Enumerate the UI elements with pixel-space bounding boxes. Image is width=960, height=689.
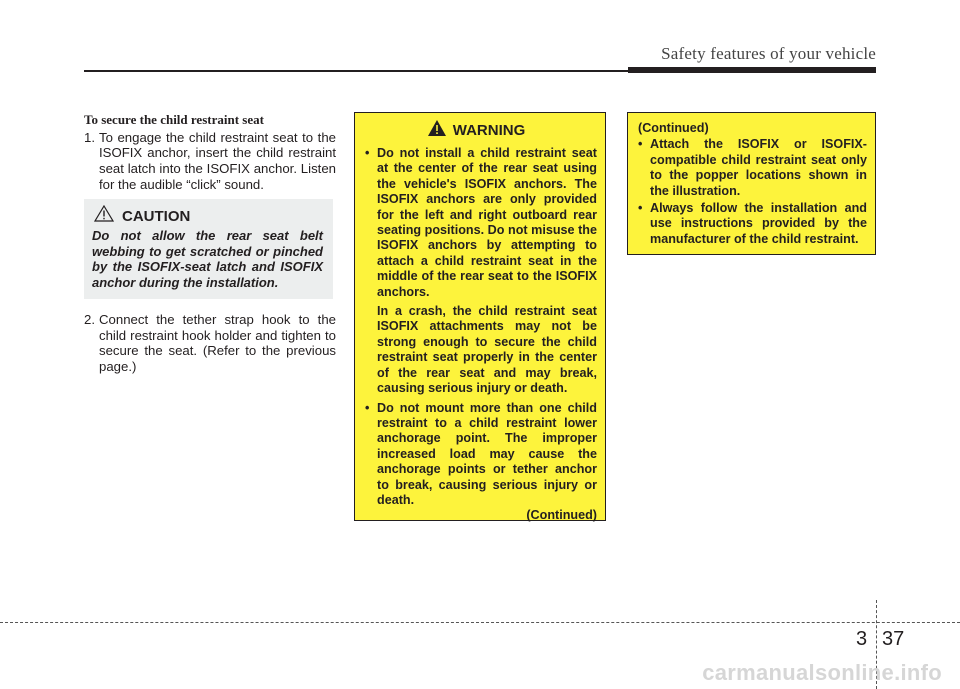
watermark: carmanualsonline.info [702, 660, 942, 685]
warning-triangle-filled-icon [427, 119, 447, 142]
instructions-heading: To secure the child restraint seat [84, 112, 264, 127]
continued-warning-box [627, 112, 876, 255]
caution-header [94, 205, 323, 227]
warning-title: WARNING [452, 122, 526, 139]
warning-item-1-paragraph: In a crash, the child restraint seat ISOFIX attachments may not be strong enough to secure the child restraint seat properly in the center of the rear seat and may break, causing serious injury or death. [377, 304, 597, 396]
caution-box [84, 199, 333, 299]
warning-box [354, 112, 606, 521]
warning-continued: (Continued) [526, 508, 597, 523]
continued-item-1 [638, 137, 867, 199]
step-2-text: Connect the tether strap hook to the child restraint hook holder and tighten to secure the seat. (Refer to the previous page.) [99, 312, 336, 375]
continued-list [638, 137, 867, 247]
caution-text: Do not allow the rear seat belt webbing to get scratched or pinched by the ISOFIX-seat latch and ISOFIX anchor during the installation. [92, 228, 323, 290]
header-rule-accent [628, 67, 876, 73]
chapter-number: 3 [856, 628, 868, 650]
bullet-icon: • [365, 146, 370, 160]
step-2 [84, 312, 336, 375]
bullet-icon: • [638, 201, 643, 216]
instructions-step-2 [84, 312, 336, 375]
section-title: Safety features of your vehicle [661, 44, 876, 63]
warning-item-2 [365, 401, 597, 509]
warning-item-1 [365, 146, 597, 300]
warning-list [365, 146, 597, 300]
step-2-number: 2. [84, 312, 95, 327]
warning-item-1-text: Do not install a child restraint seat at the center of the rear seat using the vehicle's ISOFIX anchors. The ISOFIX anchors are only provided for the left and right outboard rear seating positions. Do not misuse the ISOFIX anchors by attempting to attach a child restraint seat in the middle of the rear seat to the ISOFIX anchors. [377, 146, 597, 299]
bullet-icon: • [365, 400, 370, 415]
bullet-icon: • [638, 137, 643, 152]
warning-item-2-text: Do not mount more than one child restraint to a child restraint lower anchorage point. The improper increased load may cause the anchorage points or tether anchor to break, causing serious injury or death. [377, 400, 597, 507]
footer-divider [0, 622, 960, 623]
caution-title: CAUTION [122, 207, 191, 225]
continued-item-2-text: Always follow the installation and use instructions provided by the manufacturer of the child restraint. [650, 201, 867, 246]
continued-label: (Continued) [638, 121, 709, 135]
warning-triangle-outline-icon [94, 205, 114, 227]
continued-item-1-text: Attach the ISOFIX or ISOFIX-compatible child restraint seat only to the popper locations shown in the illustration. [650, 137, 867, 198]
step-1-number: 1. [84, 129, 95, 145]
page-number: 37 [882, 628, 905, 650]
continued-item-2 [638, 201, 867, 247]
warning-list-2 [365, 401, 597, 509]
step-1 [84, 130, 336, 193]
instructions-column [84, 112, 336, 193]
step-1-text: To engage the child restraint seat to the ISOFIX anchor, insert the child restraint seat latch into the ISOFIX anchor. Listen for the audible “click” sound. [99, 129, 336, 192]
warning-header [355, 119, 597, 142]
